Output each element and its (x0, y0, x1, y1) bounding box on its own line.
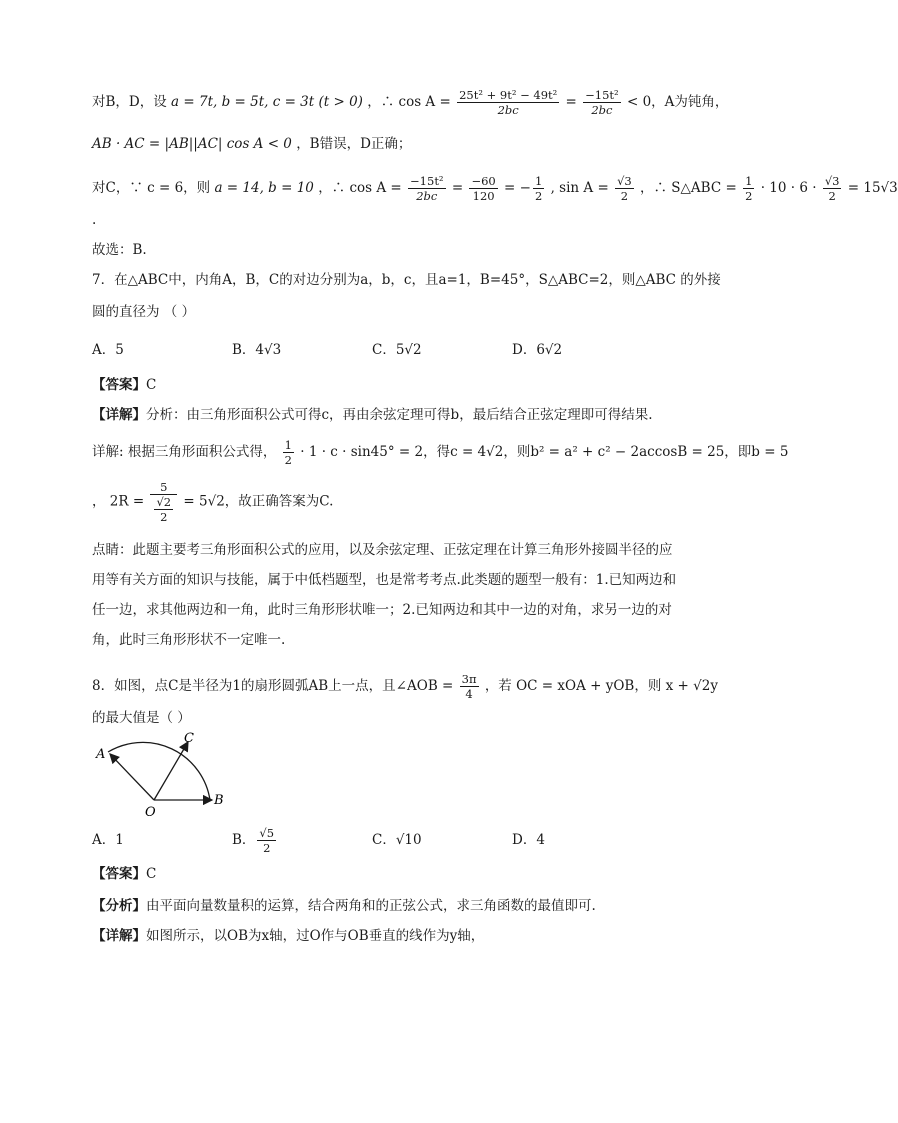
label-c: C (184, 731, 194, 746)
q7-note-2: 用等有关方面的知识与技能，属于中低档题型，也是常考考点.此类题的题型一般有：1.已知两边和 (92, 572, 677, 588)
fraction: $\frac{3\pi}{4}$ (461, 672, 477, 701)
q8-stem-1: 8．如图，点C是半径为1的扇形圆弧AB上一点，且∠AOB = $\frac{3\pi}{4}$ ，若 OC = xOA + yOB，则 x + √2y (92, 672, 718, 701)
fraction: $\frac{\text{−15t²}}{2bc}$ (585, 88, 619, 117)
q8-option-a: A．1 (92, 832, 124, 848)
q7-detail-2: 详解: 根据三角形面积公式得， $\frac{1}{2}$ · 1 · c · sin45° = 2，得c = 4√2，则b² = a² + c² − 2accosB = 25，即b = 5 (92, 438, 789, 467)
q8-answer: 【答案】C (92, 866, 157, 882)
solution-line-2: AB · AC = |AB||AC| cos A < 0 ，B错误，D正确； (92, 136, 412, 152)
q7-option-c: C．5√2 (372, 342, 422, 358)
fraction: $\frac{√3}{2}$ (617, 174, 632, 203)
fraction: $\frac{1}{2}$ (284, 438, 292, 467)
q8-stem-2: 的最大值是（ ） (92, 710, 191, 726)
fraction: $\frac{\text{25t² + 9t² − 49t²}}{2bc}$ (459, 88, 558, 117)
q7-detail-3: ， 2R = $\frac{5}{\frac{√2}{2}}$ = 5√2，故正确答案为C. (92, 480, 334, 524)
q8-options (92, 826, 652, 855)
q7-stem-1: 7．在△ABC中，内角A，B，C的对边分别为a，b，c，且a=1，B=45°，S△ABC=2，则△ABC 的外接 (92, 272, 721, 288)
q7-detail: 【详解】分析：由三角形面积公式可得c，再由余弦定理可得b，最后结合正弦定理即可得结果. (92, 407, 653, 423)
q7-option-b: B．4√3 (232, 342, 282, 358)
q8-analysis: 【分析】由平面向量数量积的运算，结合两角和的正弦公式，求三角函数的最值即可. (92, 898, 596, 914)
q7-option-a: A．5 (92, 342, 124, 358)
fraction: $\frac{-60}{120}$ (471, 174, 496, 203)
label-a: A (96, 747, 106, 762)
q8-detail: 【详解】如图所示，以OB为x轴，过O作与OB垂直的线作为y轴， (92, 928, 485, 944)
fraction: $\frac{1}{2}$ (534, 174, 543, 203)
q7-note-4: 角，此时三角形形状不一定唯一. (92, 632, 286, 648)
q7-options (92, 340, 652, 360)
vector-oc (154, 742, 188, 800)
solution-line-1: 对B，D，设 a = 7t, b = 5t, c = 3t (t > 0) ，∴ cos A = $\frac{\text{25t² + 9t² − 49t²}}{2bc}$ = $\frac{\text{−15t²}}{2bc}$ < 0，A为钝角， (92, 88, 729, 117)
q8-option-b: B． $\frac{√5}{2}$ (232, 826, 275, 855)
q7-note-3: 任一边，求其他两边和一角，此时三角形形状唯一；2.已知两边和其中一边的对角，求另一边的对 (92, 602, 672, 618)
q7-note-1: 点睛：此题主要考三角形面积公式的应用，以及余弦定理、正弦定理在计算三角形外接圆半径的应 (92, 542, 673, 558)
label-o: O (145, 805, 156, 820)
q8-option-c: C．√10 (372, 832, 422, 848)
q7-option-d: D．6√2 (512, 342, 563, 358)
fraction: $\frac{1}{2}$ (745, 174, 753, 203)
q8-option-d: D．4 (512, 832, 545, 848)
fraction: $\frac{\text{−15t²}}{2bc}$ (410, 174, 444, 203)
q7-stem-2: 圆的直径为 （ ） (92, 304, 196, 320)
fraction: $\frac{5}{\frac{√2}{2}}$ (150, 480, 177, 524)
q7-answer: 【答案】C (92, 377, 157, 393)
vector-oa (110, 754, 154, 800)
solution-line-4: . (92, 212, 97, 228)
solution-line-3: 对C，∵ c = 6，则 a = 14, b = 10 ，∴ cos A = $\frac{\text{−15t²}}{2bc}$ = $\frac{-60}{120}$ = − $\frac{1}{2}$ , sin A = $\frac{√3}{2}$ ，∴ S△ABC = $\frac{1}{2}$ · 10 · 6 · $\frac{√3}{2}$ = 15√3 (92, 174, 898, 203)
choose-line: 故选：B. (92, 242, 147, 258)
label-b: B (214, 793, 224, 808)
fraction: $\frac{√3}{2}$ (824, 174, 840, 203)
sector-figure (92, 728, 232, 818)
